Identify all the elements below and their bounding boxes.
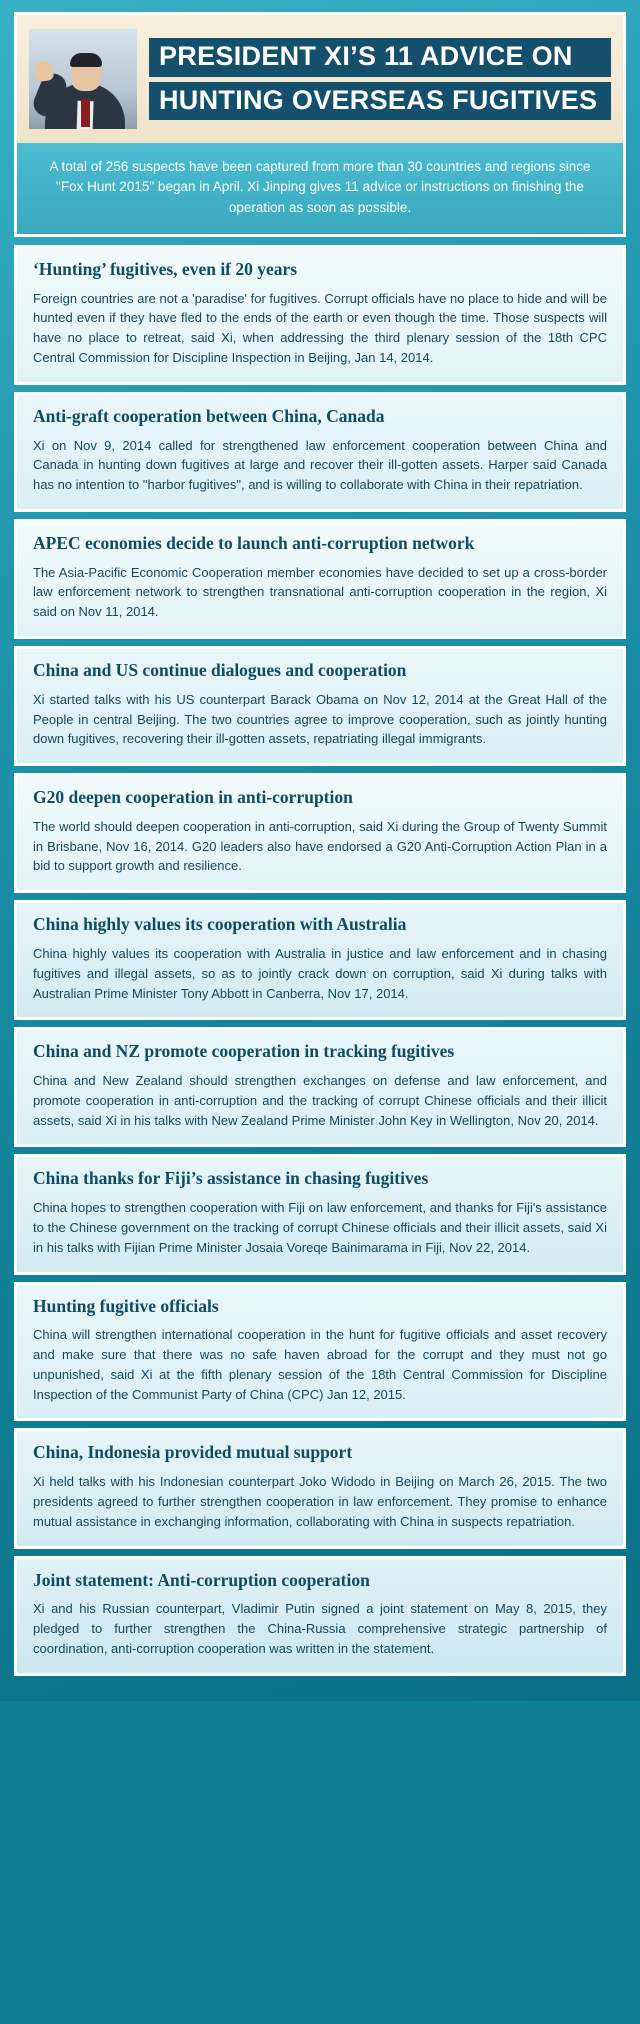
advice-card-body: Xi held talks with his Indonesian counterpart Joko Widodo in Beijing on March 26, 2015. The two presidents agreed to further strengthen cooperation in law enforcement. They promise to enhance mutual assistance in exchanging information, collaborating with China in suspects repatriation. bbox=[33, 1474, 607, 1529]
advice-card-title: ‘Hunting’ fugitives, even if 20 years bbox=[33, 258, 298, 279]
advice-card-title: China thanks for Fiji’s assistance in chasing fugitives bbox=[33, 1168, 429, 1189]
photo-tie-shape bbox=[81, 99, 90, 127]
advice-card bbox=[14, 900, 626, 1020]
advice-card-title: Joint statement: Anti-corruption cooperation bbox=[33, 1569, 370, 1590]
advice-card bbox=[14, 1282, 626, 1422]
advice-card-body: The Asia-Pacific Economic Cooperation member economies have decided to set up a cross-border law enforcement network to strengthen transnational anti-corruption cooperation in the region, Xi said on Nov 11, 2014. bbox=[33, 564, 607, 620]
header-titles bbox=[141, 38, 611, 121]
advice-card-body: Xi on Nov 9, 2014 called for strengthened law enforcement cooperation between China and Canada in hunting down fugitives at large and recover their ill-gotten assets. Harper said Canada has no intention to "harbor fugitives", and is willing to collaborate with China in their repatriation. bbox=[33, 437, 607, 492]
advice-card-body: China highly values its cooperation with Australia in justice and law enforcement and in chasing fugitives and illegal assets, so as to jointly crack down on corruption, said Xi during talks with Australian Prime Minister Tony Abbott in Canberra, Nov 17, 2014. bbox=[33, 946, 607, 1001]
advice-card bbox=[14, 1027, 626, 1147]
advice-card-title: G20 deepen cooperation in anti-corruption bbox=[33, 787, 353, 807]
advice-card-body: China hopes to strengthen cooperation with Fiji on law enforcement, and thanks for Fiji's assistance to the Chinese government on the tracking of corrupt Chinese officials and their illicit assets, said Xi in his talks with Fijian Prime Minister Josaia Voreqe Bainimarama in Fiji, Nov 22, 2014. bbox=[33, 1200, 607, 1255]
advice-card-title: China highly values its cooperation with Australia bbox=[33, 914, 407, 935]
advice-card-body: Foreign countries are not a 'paradise' for fugitives. Corrupt officials have no place to hide and will be hunted even if they have fled to the ends of the earth or even though the time. Those suspects will have no place to retreat, said Xi, when addressing the third plenary session of the 18th CPC Central Commission for Discipline Inspection in Beijing, Jan 14, 2014. bbox=[33, 290, 607, 365]
advice-card bbox=[14, 773, 626, 893]
advice-card-body: China and New Zealand should strengthen exchanges on defense and law enforcement, and promote cooperation in anti-corruption and the tracking of corrupt Chinese officials and their illicit assets, said Xi in his talks with New Zealand Prime Minister John Key in Wellington, Nov 20, 2014. bbox=[33, 1073, 607, 1128]
advice-card-body: Xi started talks with his US counterpart Barack Obama on Nov 12, 2014 at the Great Hall of the People in central Beijing. The two countries agree to improve cooperation, such as jointly hunting down fugitives, recovering their ill-gotten assets, repatriating illegal immigrants. bbox=[33, 691, 607, 747]
advice-card-title: Hunting fugitive officials bbox=[33, 1295, 219, 1316]
page-title-line-1: PRESIDENT XI’S 11 ADVICE ON bbox=[149, 38, 611, 77]
advice-card-list bbox=[14, 245, 626, 1676]
advice-card-body: China will strengthen international cooperation in the hunt for fugitive officials and asset recovery and make sure that there was no safe haven abroad for the corrupt and they must not go unpunished, said Xi at the fifth plenary session of the 18th Central Commission for Discipline Inspection of the Communist Party of China (CPC) Jan 12, 2015. bbox=[33, 1327, 607, 1402]
advice-card-title: China and NZ promote cooperation in tracking fugitives bbox=[33, 1041, 455, 1062]
infographic-root bbox=[14, 12, 626, 1676]
photo-waving-hand-shape bbox=[34, 60, 55, 82]
advice-card bbox=[14, 1556, 626, 1676]
advice-card-title: China and US continue dialogues and cooperation bbox=[33, 659, 407, 680]
advice-card bbox=[14, 1428, 626, 1548]
xi-jinping-photo bbox=[29, 29, 137, 129]
advice-card bbox=[14, 1154, 626, 1274]
advice-card-title: APEC economies decide to launch anti-corruption network bbox=[33, 532, 475, 553]
advice-card-body: Xi and his Russian counterpart, Vladimir Putin signed a joint statement on May 8, 2015, they pledged to further strengthen the China-Russia comprehensive strategic partnership of coordination, anti-corruption cooperation was written in the statement. bbox=[33, 1601, 607, 1656]
advice-card-title: China, Indonesia provided mutual support bbox=[33, 1442, 353, 1463]
intro-paragraph: A total of 256 suspects have been captured from more than 30 countries and regions since "Fox Hunt 2015" began in April. Xi Jinping gives 11 advice or instructions on finishing the operation as soon as possible. bbox=[14, 143, 626, 237]
photo-hair-shape bbox=[70, 53, 102, 67]
advice-card-body: The world should deepen cooperation in anti-corruption, said Xi during the Group of Twenty Summit in Brisbane, Nov 16, 2014. G20 leaders also have endorsed a G20 Anti-Corruption Action Plan in a bid to support growth and resilience. bbox=[33, 818, 607, 874]
advice-card bbox=[14, 245, 626, 385]
advice-card-title: Anti-graft cooperation between China, Canada bbox=[33, 405, 385, 426]
page-title-line-2: HUNTING OVERSEAS FUGITIVES bbox=[149, 82, 611, 121]
header bbox=[14, 12, 626, 143]
advice-card bbox=[14, 392, 626, 512]
advice-card bbox=[14, 646, 626, 766]
advice-card bbox=[14, 519, 626, 639]
